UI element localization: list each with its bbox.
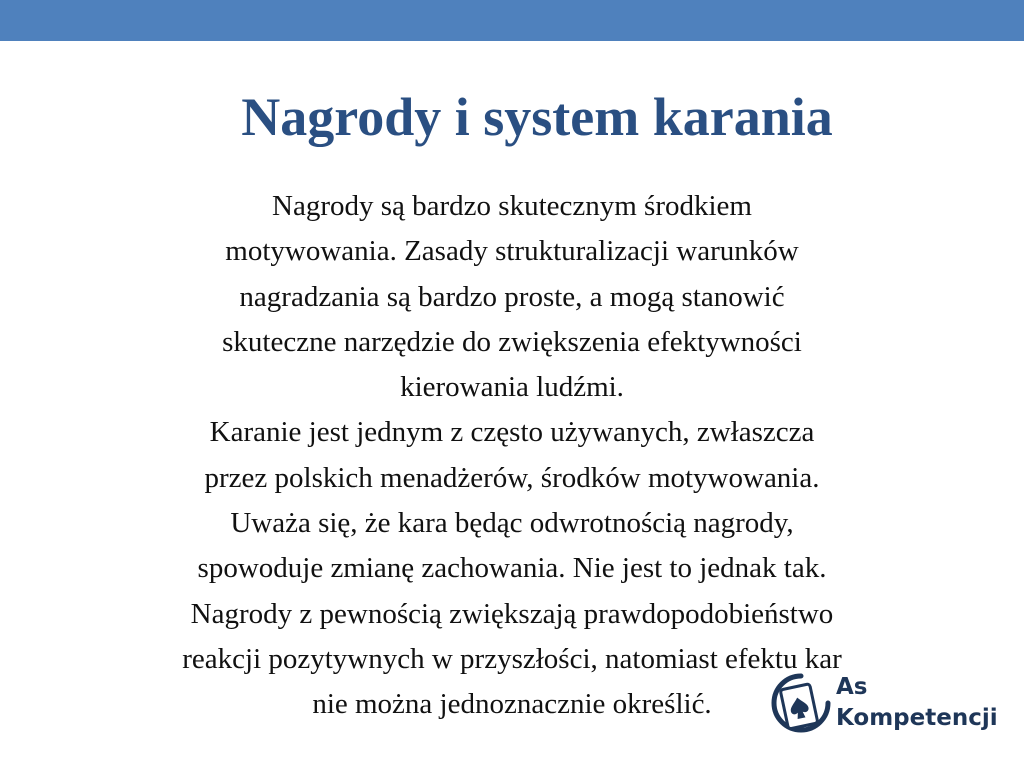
logo-line-as: As xyxy=(836,674,868,700)
body-line: nie można jednoznacznie określić. xyxy=(312,688,712,721)
body-line: Nagrody z pewnością zwiększają prawdopodobieństwo xyxy=(190,597,834,630)
body-line: kierowania ludźmi. xyxy=(400,371,624,404)
spade-circle-icon xyxy=(770,666,832,744)
body-line: Karanie jest jednym z często używanych, zwłaszcza xyxy=(209,416,815,449)
logo-wordmark xyxy=(836,672,998,734)
body-line: reakcji pozytywnych w przyszłości, natomiast efektu kar xyxy=(182,642,842,675)
body-line: przez polskich menadżerów, środków motywowania. xyxy=(204,461,820,494)
logo-line-kompetencji: Kompetencji xyxy=(836,705,998,731)
slide-title: Nagrody i system karania xyxy=(241,87,833,147)
body-line: nagradzania są bardzo proste, a mogą stanowić xyxy=(239,280,785,313)
slide-body xyxy=(40,184,984,728)
body-line: motywowania. Zasady strukturalizacji warunków xyxy=(225,235,799,268)
as-kompetencji-logo xyxy=(770,664,1010,748)
body-line: spowoduje zmianę zachowania. Nie jest to jednak tak. xyxy=(197,552,827,585)
body-line: Nagrody są bardzo skutecznym środkiem xyxy=(272,190,752,222)
top-accent-bar xyxy=(0,0,1024,41)
body-line: skuteczne narzędzie do zwiększenia efektywności xyxy=(222,325,802,358)
body-line: Uważa się, że kara będąc odwrotnością nagrody, xyxy=(230,507,794,540)
